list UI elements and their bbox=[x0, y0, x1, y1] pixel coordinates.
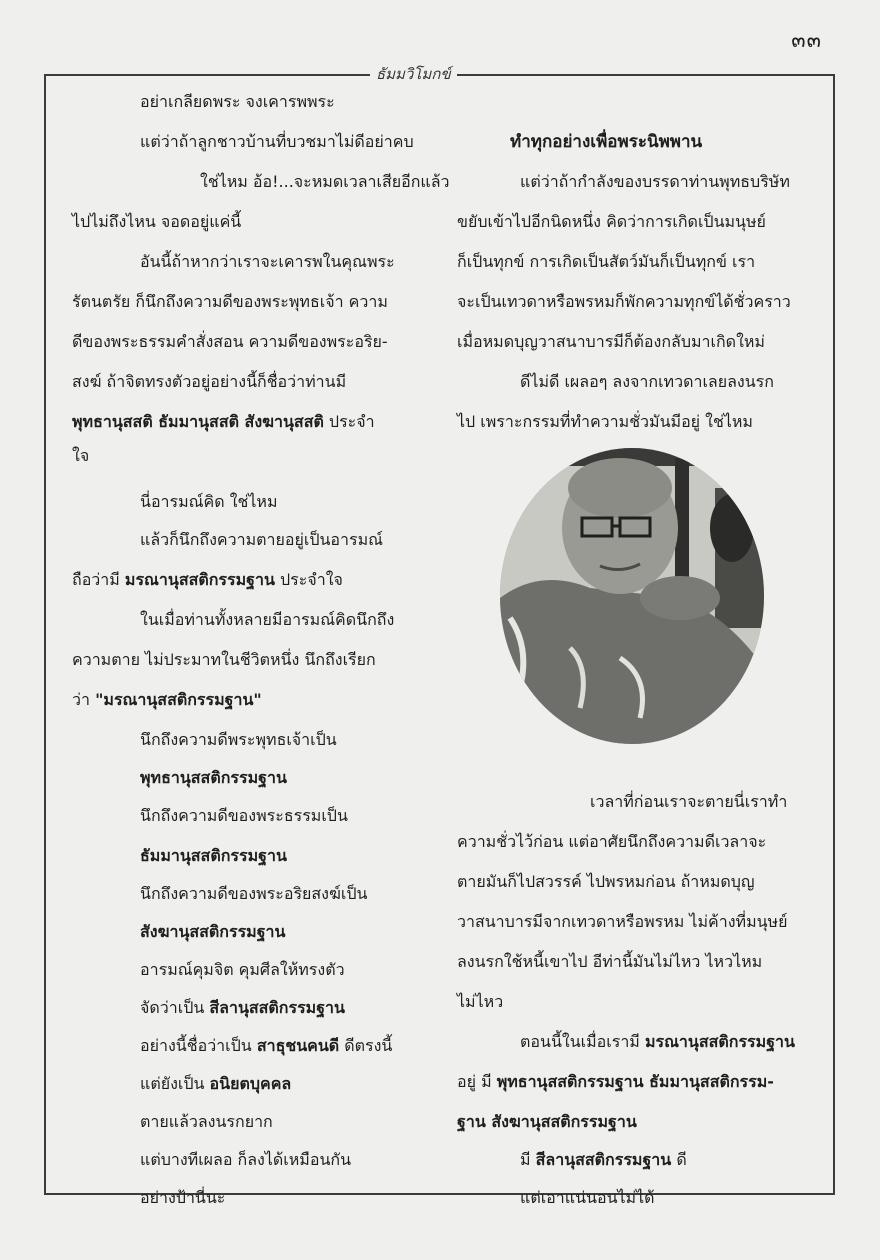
right-column-line: ดีไม่ดี เผลอๆ ลงจากเทวดาเลยลงนรก bbox=[520, 372, 774, 391]
text-span: ประจำ bbox=[323, 412, 375, 431]
left-line-dhamma-term bbox=[140, 846, 287, 866]
right-column-line: แต่เอาแน่นอนไม่ได้ bbox=[520, 1188, 655, 1207]
right-line-sangha bbox=[457, 1112, 637, 1132]
left-column-line: นึกถึงความดีของพระอริยสงฆ์เป็น bbox=[140, 884, 368, 903]
bold-term: "มรณานุสสติกรรมฐาน" bbox=[95, 690, 262, 709]
left-column-line: นึกถึงความดีของพระธรรมเป็น bbox=[140, 806, 348, 825]
right-column-line: ลงนรกใช้หนี้เขาไป อีท่านี้มันไม่ไหว ไหวไหม bbox=[457, 952, 763, 971]
right-column-line: แต่ว่าถ้ากำลังของบรรดาท่านพุทธบริษัท bbox=[520, 172, 790, 191]
left-column-line: ความตาย ไม่ประมาทในชีวิตหนึ่ง นึกถึงเรียก bbox=[72, 650, 376, 669]
left-line-sila bbox=[140, 998, 345, 1018]
right-column-line: ไป เพราะกรรมที่ทำความชั่วมันมีอยู่ ใช่ไหม bbox=[457, 412, 753, 431]
left-column-line: นี่อารมณ์คิด ใช่ไหม bbox=[140, 492, 278, 511]
text-span: มี bbox=[520, 1150, 536, 1169]
section-heading bbox=[510, 132, 702, 152]
right-column-line: ไม่ไหว bbox=[457, 992, 504, 1011]
bold-term: พุทธานุสสติกรรมฐาน bbox=[140, 768, 287, 787]
page-number: ๓๓ bbox=[791, 28, 822, 52]
left-column-line: นึกถึงความดีพระพุทธเจ้าเป็น bbox=[140, 730, 337, 749]
left-column-line: อย่าเกลียดพระ จงเคารพพระ bbox=[140, 92, 335, 111]
bold-term: พุทธานุสสติ ธัมมานุสสติ สังฆานุสสติ bbox=[72, 412, 324, 431]
left-column-line: ในเมื่อท่านทั้งหลายมีอารมณ์คิดนึกถึง bbox=[140, 610, 395, 629]
bold-term: ฐาน สังฆานุสสติกรรมฐาน bbox=[457, 1112, 637, 1131]
left-line-marana-quote bbox=[72, 690, 262, 710]
right-column-line: จะเป็นเทวดาหรือพรหมก็พักความทุกข์ได้ชั่วคราว bbox=[457, 292, 791, 311]
left-column-line: ใจ bbox=[72, 446, 90, 465]
text-span: อย่างนี้ชื่อว่าเป็น bbox=[140, 1036, 257, 1055]
text-span: ประจำใจ bbox=[274, 570, 343, 589]
left-column-line: แต่บางทีเผลอ ก็ลงได้เหมือนกัน bbox=[140, 1150, 352, 1169]
left-column-line: สงฆ์ ถ้าจิตทรงตัวอยู่อย่างนี้ก็ชื่อว่าท่านมี bbox=[72, 372, 347, 391]
left-column-line: ตายแล้วลงนรกยาก bbox=[140, 1112, 273, 1131]
monk-portrait-photo bbox=[500, 448, 764, 744]
bold-term: มรณานุสสติกรรมฐาน bbox=[644, 1032, 795, 1051]
left-column-line: แต่ว่าถ้าลูกชาวบ้านที่บวชมาไม่ดีอย่าคบ bbox=[140, 132, 414, 151]
left-column-line: อารมณ์คุมจิต คุมศีลให้ทรงตัว bbox=[140, 960, 345, 979]
left-line-anussati bbox=[72, 412, 375, 432]
bold-term: มรณานุสสติกรรมฐาน bbox=[124, 570, 275, 589]
bold-term: สาธุชนคนดี bbox=[256, 1036, 340, 1055]
bold-term: สีลานุสสติกรรมฐาน bbox=[209, 998, 345, 1017]
left-column-line: แล้วก็นึกถึงความตายอยู่เป็นอารมณ์ bbox=[140, 530, 384, 549]
text-span: อยู่ มี bbox=[457, 1072, 497, 1091]
right-column-line: ขยับเข้าไปอีกนิดหนึ่ง คิดว่าการเกิดเป็นมนุษย์ bbox=[457, 212, 766, 231]
right-column-line: ความชั่วไว้ก่อน แต่อาศัยนึกถึงความดีเวลาจะ bbox=[457, 832, 767, 851]
left-line-marana bbox=[72, 570, 343, 590]
left-column-line: รัตนตรัย ก็นึกถึงความดีของพระพุทธเจ้า ความ bbox=[72, 292, 388, 311]
left-column-line: ดีของพระธรรมคำสั่งสอน ความดีของพระอริย- bbox=[72, 332, 388, 351]
bold-term: อนิยตบุคคล bbox=[209, 1074, 292, 1093]
text-span: ถือว่ามี bbox=[72, 570, 125, 589]
text-span: ตอนนี้ในเมื่อเรามี bbox=[520, 1032, 645, 1051]
portrait-illustration bbox=[500, 448, 764, 744]
running-header: ธัมมวิโมกข์ bbox=[370, 62, 457, 86]
left-line-aniyata bbox=[140, 1074, 291, 1094]
text-span: แต่ยังเป็น bbox=[140, 1074, 210, 1093]
bold-term: สีลานุสสติกรรมฐาน bbox=[535, 1150, 672, 1169]
right-column-line: ก็เป็นทุกข์ การเกิดเป็นสัตว์มันก็เป็นทุกข์ เรา bbox=[457, 252, 756, 271]
left-line-sadhu bbox=[140, 1036, 392, 1056]
bold-term: พุทธานุสสติกรรมฐาน ธัมมานุสสติกรรม- bbox=[496, 1072, 774, 1091]
left-column-line: ไปไม่ถึงไหน จอดอยู่แค่นี้ bbox=[72, 212, 242, 231]
text-span: จัดว่าเป็น bbox=[140, 998, 210, 1017]
bold-term: ธัมมานุสสติกรรมฐาน bbox=[140, 846, 287, 865]
right-column-line: วาสนาบารมีจากเทวดาหรือพรหม ไม่ค้างที่มนุษย์ bbox=[457, 912, 788, 931]
heading-text: ทำทุกอย่างเพื่อพระนิพพาน bbox=[510, 132, 703, 152]
left-column-line: อย่างป้านี่นะ bbox=[140, 1188, 226, 1207]
right-column-line: เมื่อหมดบุญวาสนาบารมีก็ต้องกลับมาเกิดใหม่ bbox=[457, 332, 765, 351]
left-line-sangha-term bbox=[140, 922, 285, 942]
text-span: ดีตรงนี้ bbox=[339, 1036, 393, 1055]
left-column-line: ใช่ไหม อ้อ!...จะหมดเวลาเสียอีกแล้ว bbox=[200, 172, 450, 191]
bold-term: สังฆานุสสติกรรมฐาน bbox=[140, 922, 286, 941]
right-column-line: ตายมันก็ไปสวรรค์ ไปพรหมก่อน ถ้าหมดบุญ bbox=[457, 872, 755, 891]
left-line-buddha-term bbox=[140, 768, 287, 788]
right-line-sila bbox=[520, 1150, 687, 1170]
text-span: ดี bbox=[671, 1150, 687, 1169]
right-line-marana bbox=[520, 1032, 795, 1052]
left-column-line: อันนี้ถ้าหากว่าเราจะเคารพในคุณพระ bbox=[140, 252, 395, 271]
right-column-line: เวลาที่ก่อนเราจะตายนี่เราทำ bbox=[590, 792, 788, 811]
right-line-anussati bbox=[457, 1072, 774, 1092]
text-span: ว่า bbox=[72, 690, 96, 709]
